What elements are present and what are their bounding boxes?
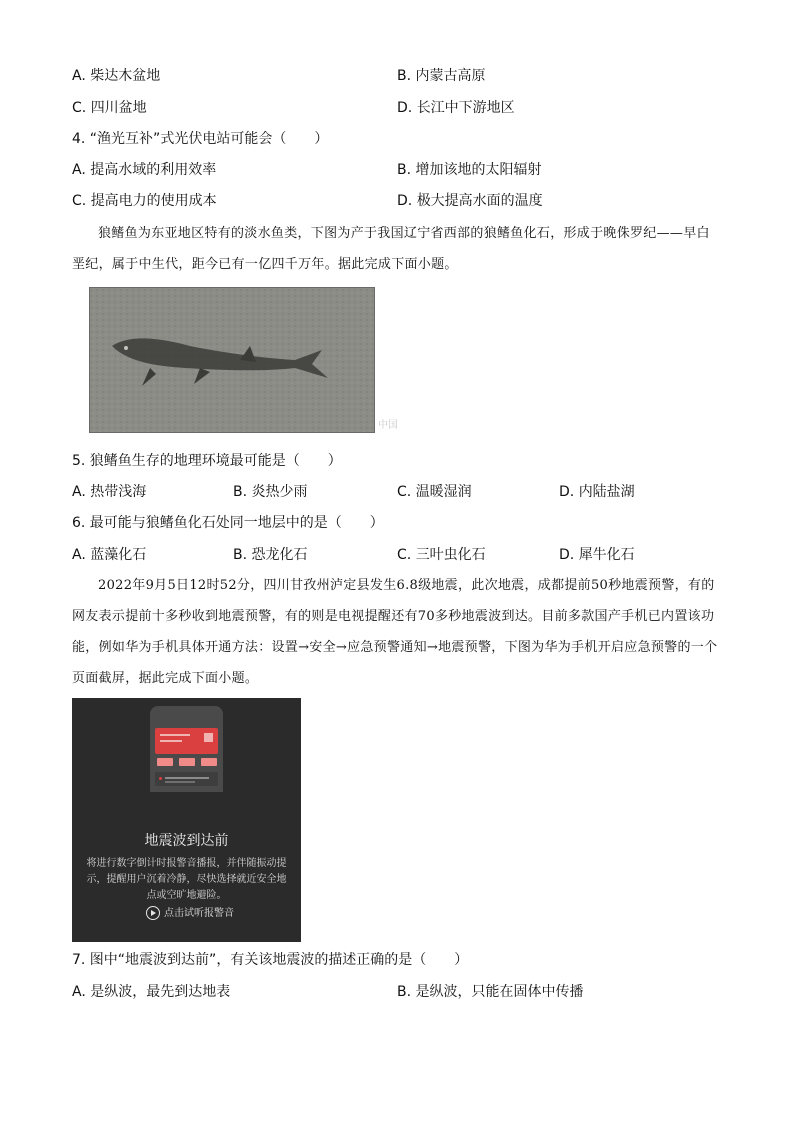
option-label: C.: [72, 100, 87, 116]
q5-option-a: [72, 482, 146, 502]
fish-passage: 狼鳍鱼为东亚地区特有的淡水鱼类，下图为产于我国辽宁省西部的狼鳍鱼化石，形成于晚侏罗纪——早白垩纪，属于中生代，距今已有一亿四千万年。据此完成下面小题。: [72, 226, 710, 272]
option-label: B.: [233, 484, 248, 500]
fish-fossil-image: [90, 288, 374, 432]
q6-option-c: [397, 545, 486, 565]
option-label: C.: [397, 484, 412, 500]
q7-stem: 7. 图中“地震波到达前”，有关该地震波的描述正确的是（ ）: [72, 952, 469, 968]
option-text: 提高电力的使用成本: [90, 193, 217, 209]
option-label: A.: [72, 984, 86, 1000]
option-text: 温暖湿润: [415, 484, 472, 500]
q3-option-d: [397, 98, 515, 118]
screenshot-title: 地震波到达前: [144, 833, 229, 849]
option-text: 内蒙古高原: [415, 68, 486, 84]
play-icon: [146, 906, 160, 920]
q4-stem: 4. “渔光互补”式光伏电站可能会（ ）: [72, 131, 329, 147]
option-text: 柴达木盆地: [90, 68, 161, 84]
option-label: A.: [72, 68, 86, 84]
q3-option-b: [397, 66, 486, 86]
play-label: 点击试听报警音: [164, 908, 234, 919]
option-label: C.: [72, 193, 87, 209]
option-label: D.: [397, 100, 413, 116]
quake-passage: 2022年9月5日12时52分，四川甘孜州泸定县发生6.8级地震，此次地震，成都提前50秒地震预警，有的网友表示提前十多秒收到地震预警，有的则是电视提醒还有70多秒地震波到达。目前多款国产手机已内置该功能，例如华为手机具体开通方法：设置→安全→应急预警通知→地震预警，下图为华为手机开启应急预警的一个页面截屏，据此完成下面小题。: [72, 578, 718, 686]
option-text: 三叶虫化石: [415, 547, 486, 563]
option-text: 恐龙化石: [251, 547, 308, 563]
option-text: 内陆盐湖: [578, 484, 635, 500]
q6-option-d: [559, 545, 635, 565]
option-label: C.: [397, 547, 412, 563]
option-label: A.: [72, 162, 86, 178]
q5-option-d: [559, 482, 635, 502]
option-label: A.: [72, 484, 86, 500]
option-text: 长江中下游地区: [416, 100, 515, 116]
option-label: B.: [233, 547, 248, 563]
phone-illustration: [150, 706, 223, 792]
q6-stem: 6. 最可能与狼鳍鱼化石处同一地层中的是（ ）: [72, 515, 384, 531]
option-text: 是纵波，最先到达地表: [90, 984, 231, 1000]
alert-card: [155, 728, 218, 754]
option-label: D.: [559, 484, 575, 500]
option-label: B.: [397, 162, 412, 178]
option-text: 四川盆地: [90, 100, 147, 116]
option-text: 炎热少雨: [251, 484, 308, 500]
q3-option-c: [72, 98, 147, 118]
fossil-photo: [89, 287, 375, 433]
option-label: D.: [397, 193, 413, 209]
q6-option-a: [72, 545, 146, 565]
q6-option-b: [233, 545, 308, 565]
option-label: B.: [397, 984, 412, 1000]
q4-option-a: [72, 160, 216, 180]
option-text: 提高水域的利用效率: [90, 162, 217, 178]
q4-option-d: [397, 191, 543, 211]
option-text: 极大提高水面的温度: [416, 193, 543, 209]
option-text: 增加该地的太阳辐射: [415, 162, 542, 178]
q5-option-b: [233, 482, 308, 502]
option-label: B.: [397, 68, 412, 84]
q4-option-c: [72, 191, 217, 211]
option-text: 是纵波，只能在固体中传播: [415, 984, 584, 1000]
option-label: A.: [72, 547, 86, 563]
option-text: 犀牛化石: [578, 547, 635, 563]
play-alert-button[interactable]: [146, 906, 234, 922]
screenshot-description: 将进行数字倒计时报警音播报，并伴随振动提示，提醒用户沉着冷静，尽快选择就近安全地点或空旷地避险。: [86, 858, 287, 901]
q5-option-c: [397, 482, 472, 502]
option-text: 热带浅海: [90, 484, 147, 500]
option-label: D.: [559, 547, 575, 563]
q7-option-b: [397, 982, 584, 1002]
watermark: 中国: [378, 420, 398, 431]
warning-screenshot: [72, 698, 301, 942]
option-text: 蓝藻化石: [90, 547, 147, 563]
q7-option-a: [72, 982, 230, 1002]
q5-stem: 5. 狼鳍鱼生存的地理环境最可能是（ ）: [72, 453, 342, 469]
q3-option-a: [72, 66, 160, 86]
q4-option-b: [397, 160, 542, 180]
